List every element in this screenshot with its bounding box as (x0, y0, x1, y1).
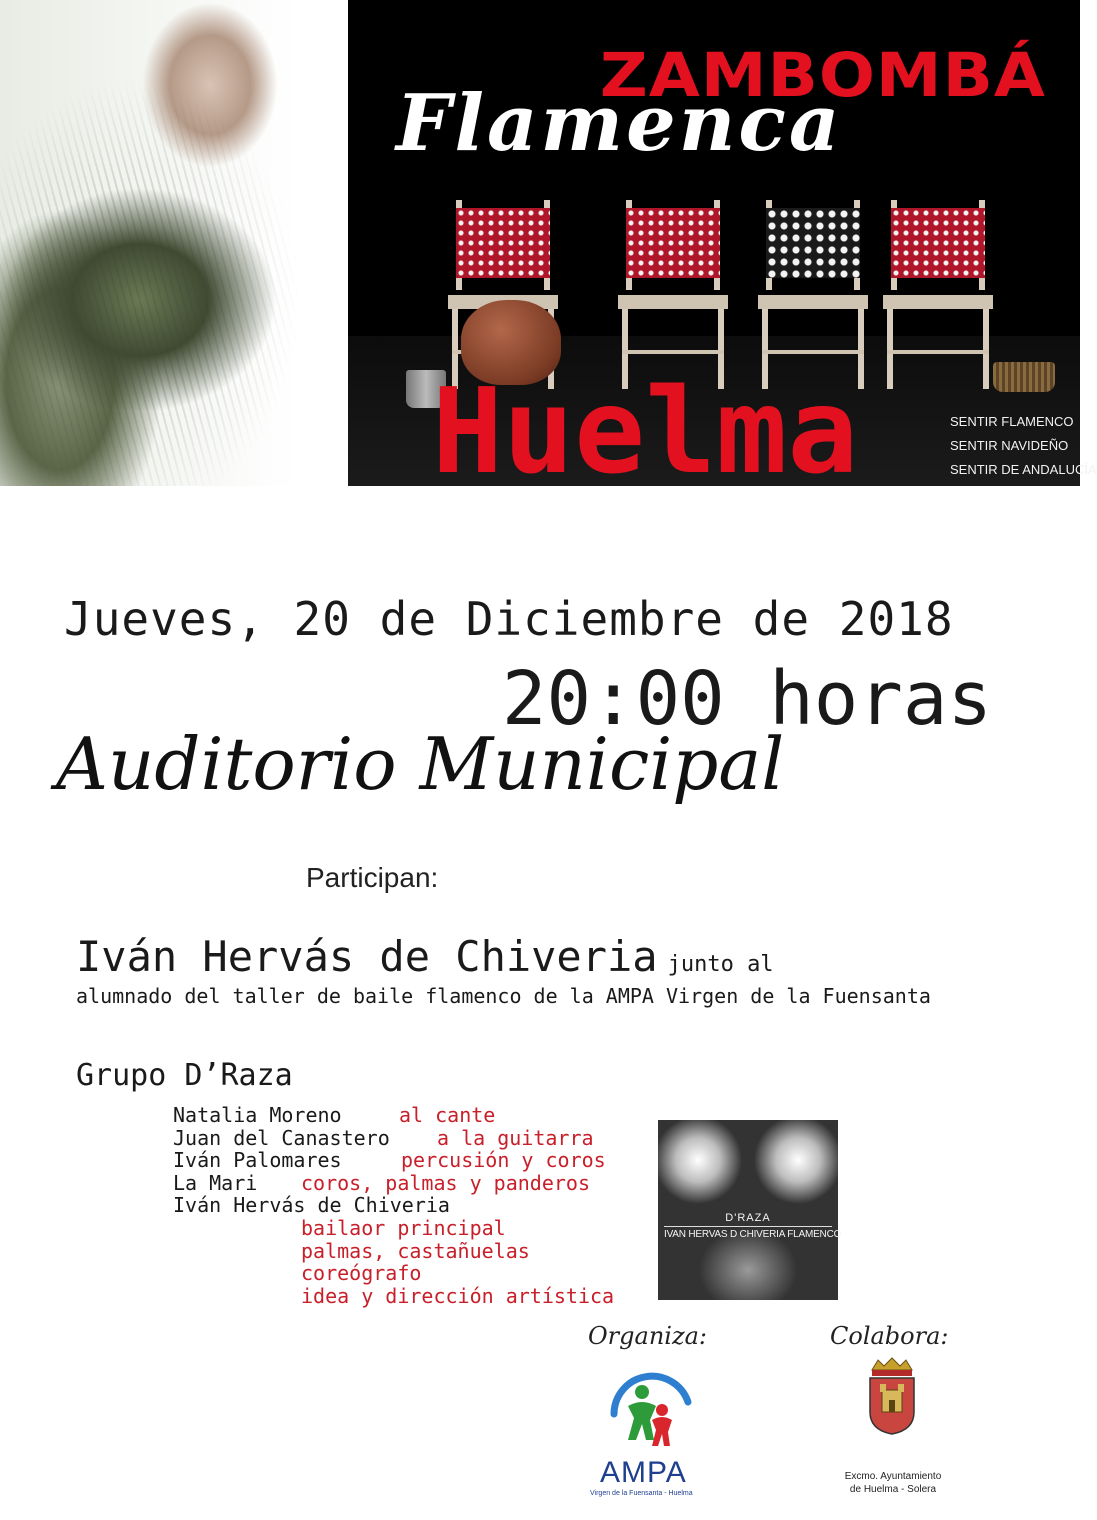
group-name: Grupo D’Raza (76, 1058, 293, 1093)
huelma-coat-of-arms-icon (862, 1356, 922, 1436)
member-row (173, 1194, 643, 1217)
member-role: percusión y coros (401, 1148, 606, 1173)
ayuntamiento-line: de Huelma - Solera (849, 1484, 937, 1495)
tagline: SENTIR NAVIDEÑO (950, 438, 1069, 453)
title-huelma: Huelma (432, 362, 859, 500)
ayuntamiento-caption (826, 1470, 960, 1496)
member-name: Juan del Canastero (173, 1125, 390, 1150)
member-name: Iván Palomares (173, 1148, 342, 1173)
participants-heading: Participan: (306, 862, 439, 893)
tagline: SENTIR DE ANDALUCÍA (950, 462, 1097, 477)
member-name: La Mari (173, 1170, 258, 1195)
title-zambomba: ZAMBOMBÁ (599, 40, 1046, 111)
member-role: al cante (399, 1103, 496, 1127)
chair-image (883, 200, 993, 390)
lead-join-text: junto al (667, 952, 774, 977)
event-venue: Auditorio Municipal (56, 722, 785, 806)
member-row (173, 1172, 643, 1195)
lead-subtitle: alumnado del taller de baile flamenco de la AMPA Virgen de la Fuensanta (76, 984, 931, 1008)
member-row (173, 1149, 643, 1172)
colabora-label: Colabora: (830, 1322, 949, 1350)
lead-performer-name: Iván Hervás de Chiveria (76, 932, 658, 981)
album-cover-image (658, 1120, 842, 1300)
album-brand: D'RAZA (725, 1212, 771, 1224)
member-row (173, 1104, 643, 1127)
ampa-name: AMPA (600, 1456, 687, 1489)
member-role: coros, palmas y panderos (301, 1170, 590, 1195)
organiza-label: Organiza: (588, 1322, 707, 1350)
event-time: 20:00 horas (501, 656, 992, 742)
member-extra-role: coreógrafo (301, 1261, 422, 1286)
tagline: SENTIR FLAMENCO (950, 414, 1074, 429)
member-extra-role: bailaor principal (301, 1215, 506, 1240)
member-row (173, 1127, 643, 1150)
taglines (950, 410, 1097, 482)
member-role: a la guitarra (437, 1125, 594, 1150)
basket-image (993, 362, 1055, 392)
title-flamenca: Flamenca (396, 78, 843, 169)
member-list (173, 1104, 643, 1307)
member-name: Iván Hervás de Chiveria (173, 1193, 450, 1218)
member-extra-role: palmas, castañuelas (301, 1238, 530, 1263)
portrait-photo (0, 0, 348, 486)
member-extra-role: idea y dirección artística (301, 1283, 615, 1308)
member-name: Natalia Moreno (173, 1103, 342, 1127)
album-title: IVAN HERVAS D CHIVERIA FLAMENCO (664, 1226, 832, 1240)
lead-performer-line (76, 932, 774, 981)
event-date: Jueves, 20 de Diciembre de 2018 (64, 592, 954, 646)
ayuntamiento-line: Excmo. Ayuntamiento (844, 1471, 942, 1482)
ampa-subtitle: Virgen de la Fuensanta - Huelma (590, 1490, 693, 1497)
ampa-logo-icon (606, 1362, 696, 1452)
